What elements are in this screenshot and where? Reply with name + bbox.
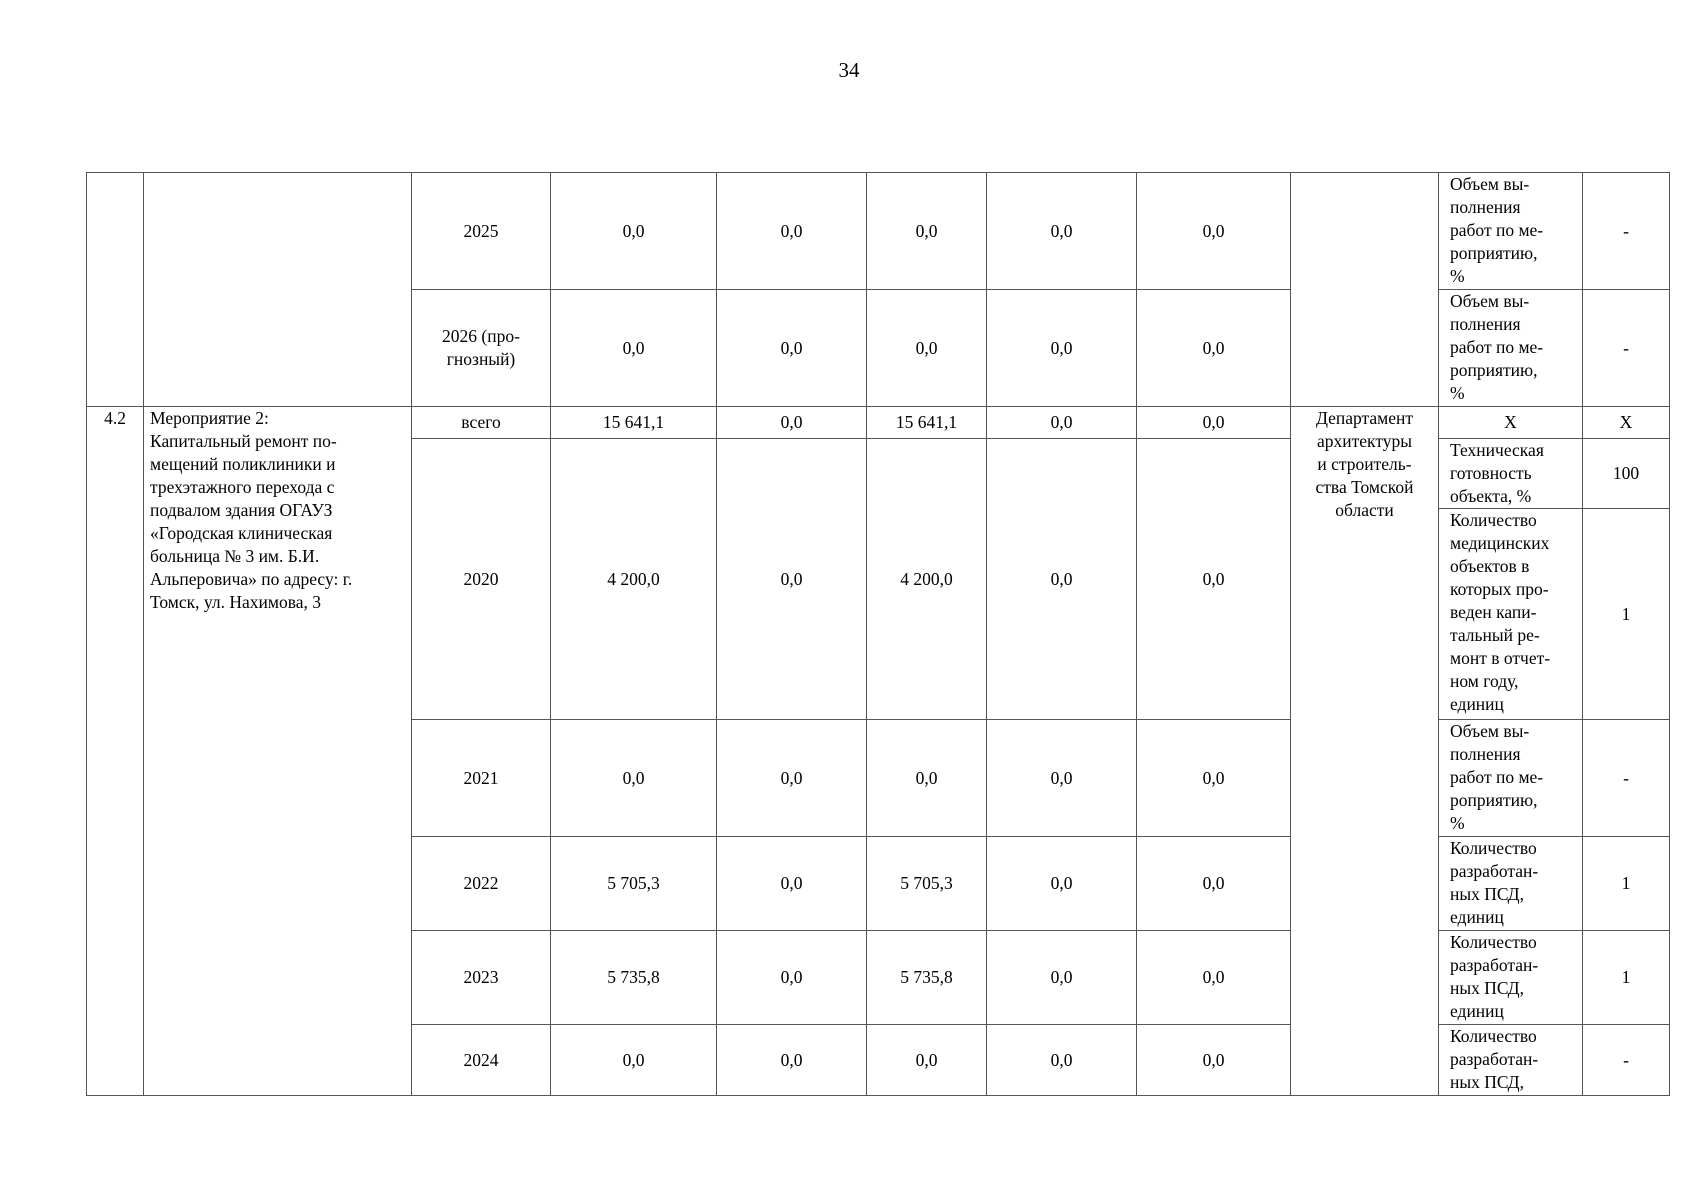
funding-cell: 0,0 — [717, 290, 867, 407]
funding-cell: 0,0 — [987, 720, 1137, 837]
indicator-cell: Объем вы- полнения работ по ме- роприятию, % — [1439, 290, 1583, 407]
funding-cell: 0,0 — [987, 173, 1137, 290]
funding-cell: 0,0 — [717, 931, 867, 1025]
item-number-cell: 4.2 — [87, 407, 144, 1096]
page-number: 34 — [838, 58, 860, 82]
table-row — [87, 407, 1670, 439]
funding-cell: 0,0 — [867, 290, 987, 407]
year-cell: 2025 — [412, 173, 551, 290]
funding-cell: 0,0 — [987, 837, 1137, 931]
indicator-value-cell: - — [1583, 290, 1670, 407]
funding-cell: 15 641,1 — [867, 407, 987, 439]
executor-cell — [1291, 173, 1439, 407]
indicator-cell: Количество медицинских объектов в которых про- веден капи- тальный ре- монт в отчет- ном году, единиц — [1439, 509, 1583, 720]
total-cell: 5 735,8 — [551, 931, 717, 1025]
funding-cell: 0,0 — [1137, 407, 1291, 439]
indicator-value-cell: 1 — [1583, 509, 1670, 720]
item-number-cell — [87, 173, 144, 407]
indicator-cell: Количество разработан- ных ПСД, — [1439, 1025, 1583, 1096]
funding-cell: 0,0 — [1137, 439, 1291, 720]
funding-cell: 0,0 — [987, 407, 1137, 439]
funding-cell: 0,0 — [717, 720, 867, 837]
funding-cell: 5 735,8 — [867, 931, 987, 1025]
funding-cell: 0,0 — [1137, 1025, 1291, 1096]
funding-cell: 0,0 — [867, 720, 987, 837]
funding-cell: 0,0 — [717, 1025, 867, 1096]
year-cell: 2023 — [412, 931, 551, 1025]
funding-cell: 0,0 — [1137, 837, 1291, 931]
funding-cell: 0,0 — [867, 1025, 987, 1096]
indicator-cell: Х — [1439, 407, 1583, 439]
indicator-cell: Техническая готовность объекта, % — [1439, 439, 1583, 509]
indicator-cell: Объем вы- полнения работ по ме- роприятию, % — [1439, 720, 1583, 837]
indicator-value-cell: Х — [1583, 407, 1670, 439]
funding-cell: 0,0 — [717, 173, 867, 290]
table-row — [87, 173, 1670, 290]
funding-cell: 5 705,3 — [867, 837, 987, 931]
funding-cell: 0,0 — [987, 439, 1137, 720]
funding-cell: 0,0 — [987, 1025, 1137, 1096]
year-cell: 2026 (про- гнозный) — [412, 290, 551, 407]
indicator-value-cell: 1 — [1583, 837, 1670, 931]
total-cell: 5 705,3 — [551, 837, 717, 931]
funding-cell: 0,0 — [717, 837, 867, 931]
year-cell: 2020 — [412, 439, 551, 720]
year-cell: 2024 — [412, 1025, 551, 1096]
total-cell: 15 641,1 — [551, 407, 717, 439]
total-cell: 4 200,0 — [551, 439, 717, 720]
item-name-cell — [144, 173, 412, 407]
indicator-value-cell: 100 — [1583, 439, 1670, 509]
funding-cell: 0,0 — [717, 439, 867, 720]
funding-cell: 0,0 — [1137, 720, 1291, 837]
program-activities-table — [86, 172, 1670, 1096]
year-cell: 2021 — [412, 720, 551, 837]
indicator-value-cell: 1 — [1583, 931, 1670, 1025]
total-cell: 0,0 — [551, 720, 717, 837]
executor-cell: Департамент архитектуры и строитель- ства Томской области — [1291, 407, 1439, 1096]
funding-cell: 0,0 — [717, 407, 867, 439]
indicator-cell: Количество разработан- ных ПСД, единиц — [1439, 931, 1583, 1025]
year-cell: всего — [412, 407, 551, 439]
item-name-cell: Мероприятие 2: Капитальный ремонт по- мещений поликлиники и трехэтажного перехода с подвалом здания ОГАУЗ «Городская клиническая больница № 3 им. Б.И. Альперовича» по адресу: г. Томск, ул. Нахимова, 3 — [144, 407, 412, 1096]
indicator-value-cell: - — [1583, 720, 1670, 837]
total-cell: 0,0 — [551, 290, 717, 407]
total-cell: 0,0 — [551, 173, 717, 290]
indicator-cell: Объем вы- полнения работ по ме- роприятию, % — [1439, 173, 1583, 290]
indicator-value-cell: - — [1583, 1025, 1670, 1096]
total-cell: 0,0 — [551, 1025, 717, 1096]
indicator-value-cell: - — [1583, 173, 1670, 290]
year-cell: 2022 — [412, 837, 551, 931]
funding-cell: 0,0 — [1137, 931, 1291, 1025]
funding-cell: 0,0 — [1137, 290, 1291, 407]
funding-cell: 0,0 — [987, 931, 1137, 1025]
funding-cell: 0,0 — [1137, 173, 1291, 290]
funding-cell: 0,0 — [867, 173, 987, 290]
indicator-cell: Количество разработан- ных ПСД, единиц — [1439, 837, 1583, 931]
funding-cell: 4 200,0 — [867, 439, 987, 720]
funding-cell: 0,0 — [987, 290, 1137, 407]
